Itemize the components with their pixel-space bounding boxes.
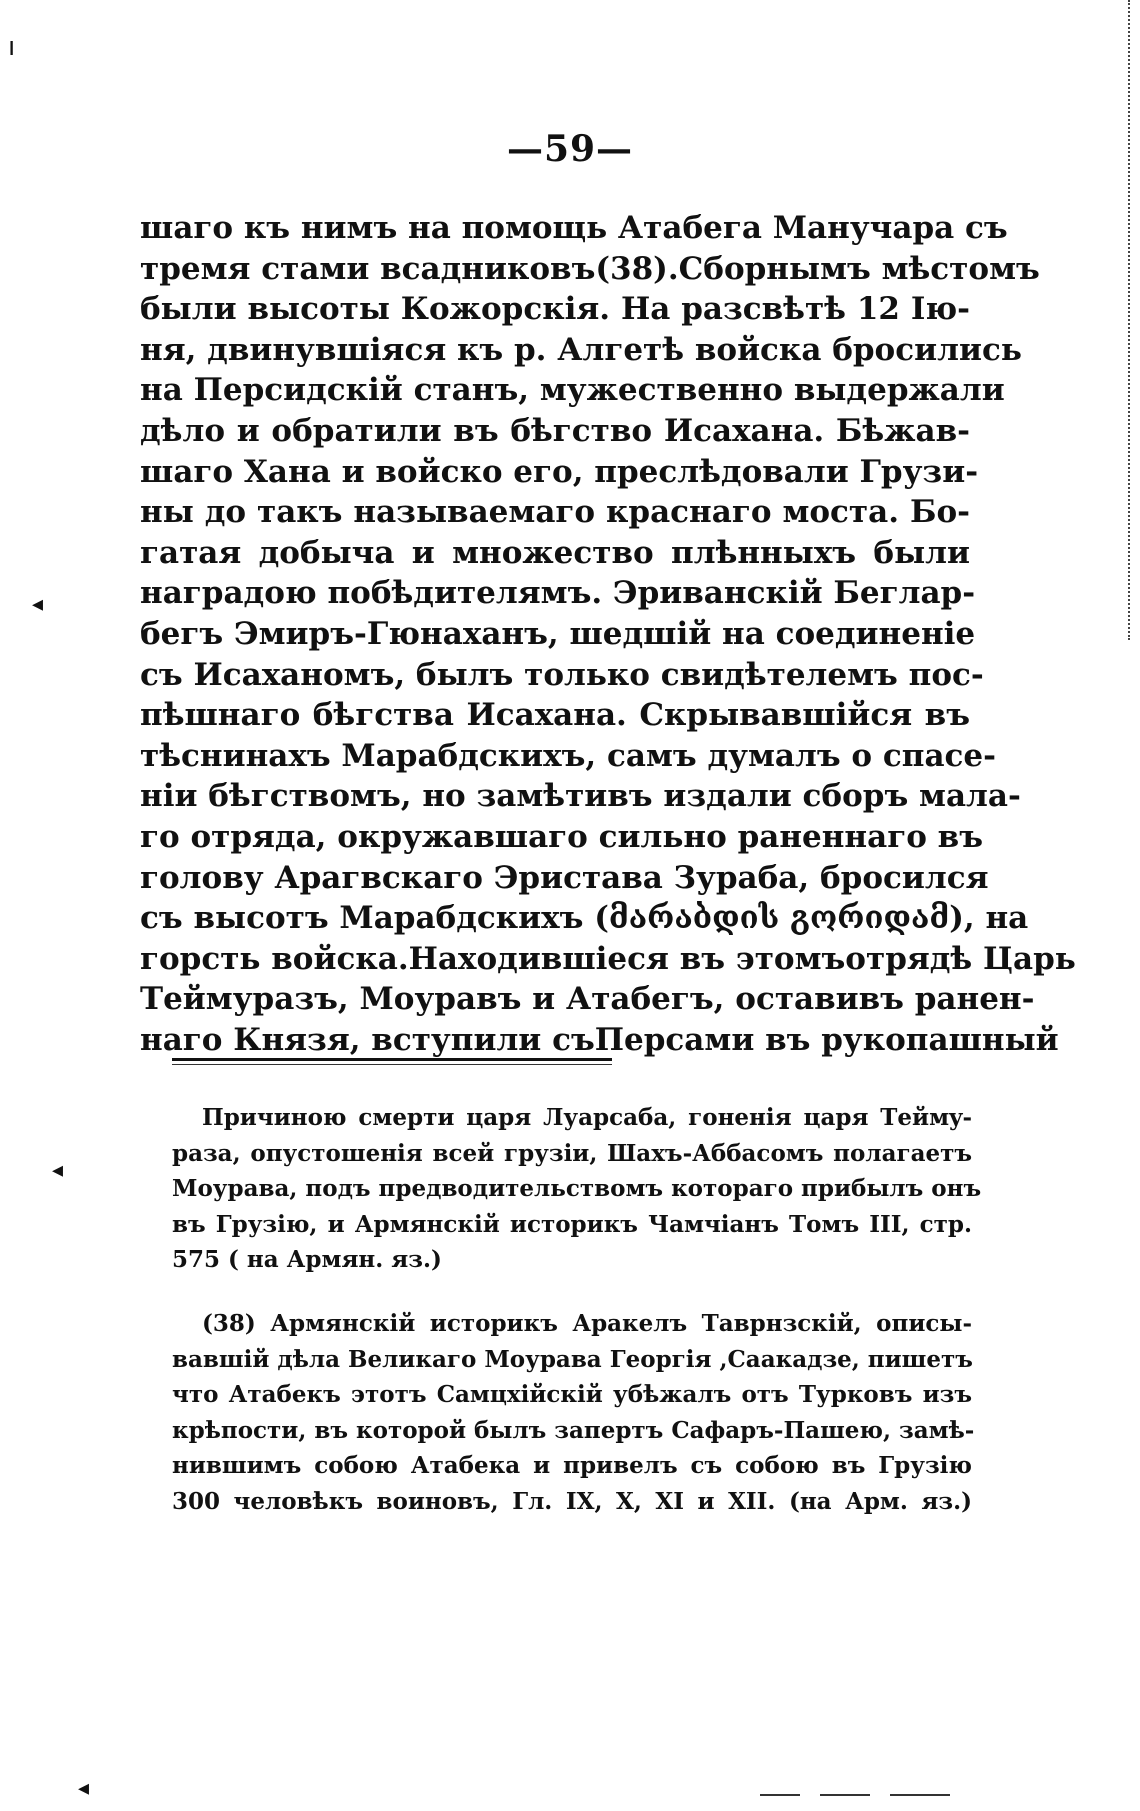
text-line: тѣснинахъ Марабдскихъ, самъ думалъ о спасе- — [140, 737, 996, 774]
text-line: голову Арагвскаго Эристава Зураба, бросился — [140, 859, 989, 896]
footnote — [172, 1306, 975, 1520]
footnote-line: въ Грузію, и Армянскій историкъ Чамчіанъ Томъ III, стр. — [172, 1210, 972, 1238]
text-line: съ Исаханомъ, былъ только свидѣтелемъ пос- — [140, 656, 984, 693]
footnotes — [172, 1100, 982, 1520]
page-number: —59— — [506, 128, 634, 170]
footnote-separator-rule — [172, 1058, 612, 1061]
text-line: ны до такъ называемаго краснаго моста. Бо- — [140, 494, 970, 531]
text-line: го отряда, окружавшаго сильно раненнаго въ — [140, 818, 983, 855]
footnote-line: Причиною смерти царя Луарсаба, гоненія царя Теймy- — [202, 1104, 972, 1131]
text-line: ніи бѣгствомъ, но замѣтивъ издали сборъ мала- — [140, 778, 1021, 815]
text-line: шаго Хана и войско его, преслѣдовали Грузи- — [140, 453, 979, 490]
margin-arrow-mark: ◂ — [52, 1158, 64, 1183]
bottom-dash — [760, 1794, 800, 1796]
text-line: были высоты Кожорскія. На разсвѣтѣ 12 Ію- — [140, 291, 970, 328]
margin-arrow-mark: ◂ — [78, 1776, 90, 1801]
text-line: на Персидскій станъ, мужественно выдержали — [140, 372, 1005, 409]
main-text — [140, 208, 1076, 1060]
footnote-line: (38) Армянскій историкъ Аракелъ Таврнзскій, описы- — [202, 1309, 972, 1337]
footnote-line: нившимъ собою Атабека и привелъ съ собою въ Грузію — [172, 1452, 972, 1480]
footnote-gap — [172, 1278, 972, 1306]
text-line: пѣшнаго бѣгства Исахана. Скрывавшійся въ — [140, 697, 970, 734]
text-line: Теймуразъ, Моуравъ и Атабегъ, оставивъ ранен- — [140, 981, 1035, 1018]
page-edge-line — [1126, 0, 1130, 640]
text-line: наго Князя, вступили съПерсами въ рукопашный — [140, 1021, 1059, 1058]
text-line: тремя стами всадниковъ(38).Сборнымъ мѣстомъ — [140, 250, 1040, 287]
footnote-line: что Атабекъ этотъ Самцхійскій убѣжалъ отъ Турковъ изъ — [172, 1381, 972, 1409]
footnote-line: крѣпости, въ которой былъ запертъ Сафаръ-Пашею, замѣ- — [172, 1416, 975, 1444]
bottom-dash — [820, 1794, 870, 1796]
text-line: наградою побѣдителямъ. Эриванскій Беглар- — [140, 575, 976, 612]
bottom-dash — [890, 1794, 950, 1796]
text-line: бегъ Эмиръ-Гюнаханъ, шедшій на соединеніе — [140, 615, 976, 652]
margin-arrow-mark: ◂ — [32, 592, 44, 617]
footnote — [172, 1100, 982, 1278]
footnote-line: 575 ( на Армян. яз.) — [172, 1246, 442, 1274]
footnote-line: Моурава, подъ предводительствомъ котораго прибылъ онъ — [172, 1175, 982, 1203]
text-line: шаго къ нимъ на помощь Атабега Манучара съ — [140, 210, 1008, 246]
footnote-line: вавшій дѣла Великаго Моурава Георгія ,Саакадзе, пишетъ — [172, 1345, 973, 1373]
footnote-line: 300 человѣкъ воиновъ, Гл. IX, X, XI и XII. (на Арм. яз.) — [172, 1487, 972, 1515]
text-line: горсть войска.Находившіеся въ этомъотрядѣ Царь — [140, 940, 1076, 977]
corner-mark: ı — [8, 32, 16, 62]
text-line: дѣло и обратили въ бѣгство Исахана. Бѣжав- — [140, 412, 970, 449]
text-line: гатая добыча и множество плѣнныхъ были — [140, 534, 970, 571]
text-line: съ высотъ Марабдскихъ (მარაბდის გორიდამ), на — [140, 900, 1029, 937]
footnote-line: раза, опустошенія всей грузіи, Шахъ-Аббасомъ полагаетъ — [172, 1139, 972, 1167]
text-line: ня, двинувшіяся къ р. Алгетѣ войска бросились — [140, 331, 1022, 368]
